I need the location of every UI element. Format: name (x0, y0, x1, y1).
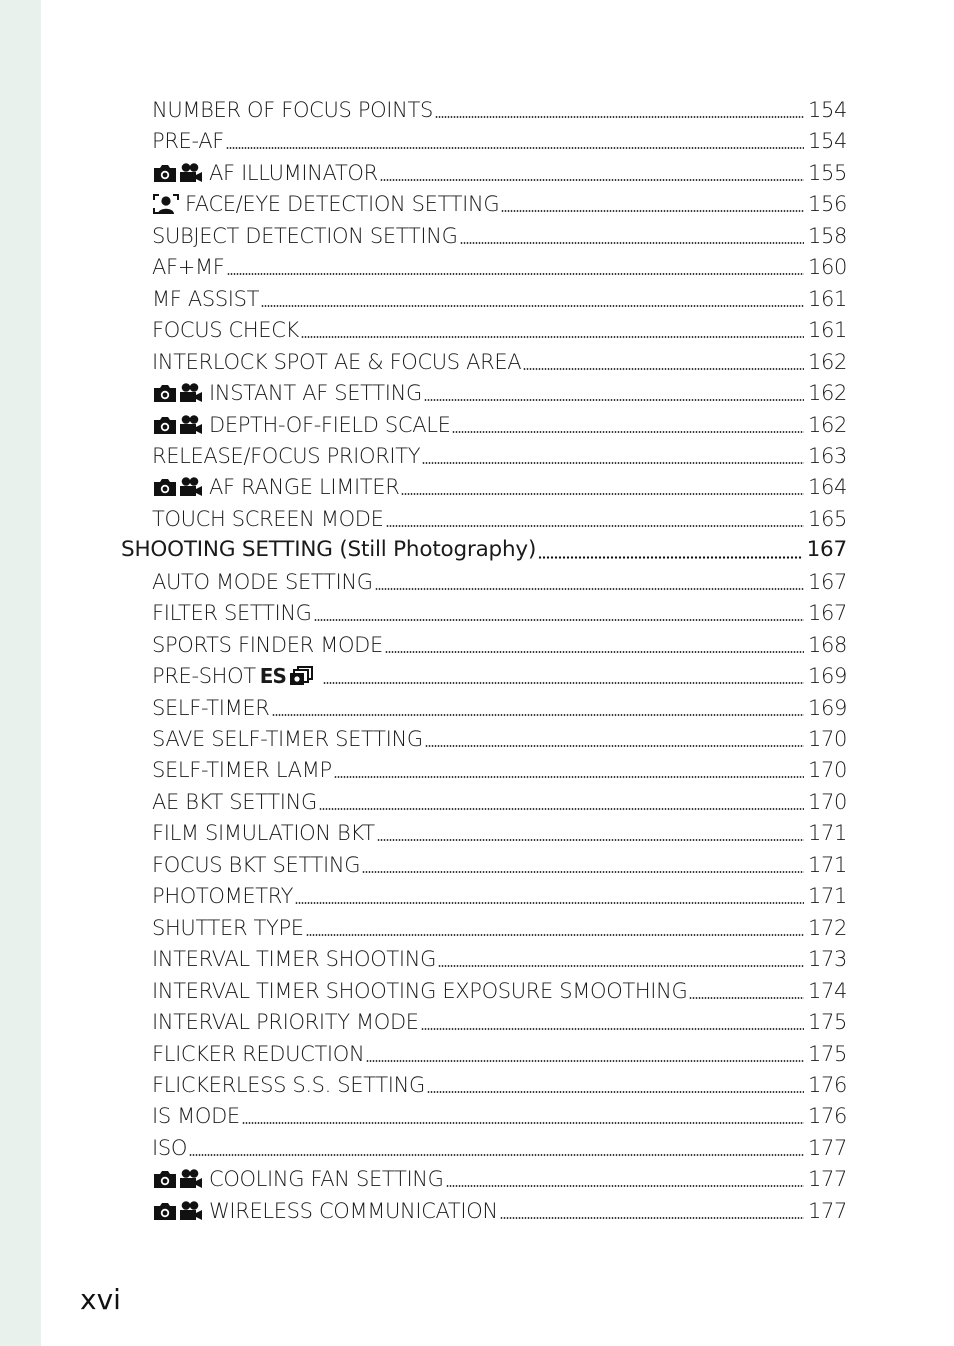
dot-leader (362, 871, 804, 873)
dot-leader (460, 242, 804, 244)
dot-leader (242, 1122, 804, 1124)
toc-page-number: 163 (807, 443, 847, 468)
toc-page-number: 174 (807, 978, 847, 1003)
toc-entry-label: FLICKER REDUCTION (152, 1041, 365, 1066)
toc-entry-label: SHUTTER TYPE (152, 915, 304, 940)
entry-icons (152, 476, 204, 498)
movie-camera-icon (178, 382, 204, 404)
toc-entry[interactable] (152, 1164, 847, 1194)
toc-entry[interactable] (152, 315, 847, 345)
still-camera-icon (152, 382, 178, 404)
toc-entry[interactable] (152, 630, 847, 660)
toc-page-number: 155 (807, 160, 847, 185)
toc-entry[interactable] (152, 755, 847, 785)
toc-page-number: 167 (806, 537, 847, 563)
entry-icons (152, 1168, 204, 1190)
toc-entry[interactable] (152, 693, 847, 723)
toc-page-number: 176 (807, 1104, 847, 1129)
dot-leader (377, 839, 804, 841)
es-shutter-icon: ES (259, 664, 286, 689)
entry-icons (152, 382, 204, 404)
toc-page-number: 168 (807, 632, 847, 657)
toc-entry-label: PRE-AF (152, 129, 224, 154)
toc-page-number: 169 (807, 664, 847, 689)
face-detection-icon (152, 193, 180, 215)
toc-page-number: 164 (807, 475, 847, 500)
toc-page-number: 170 (807, 789, 847, 814)
dot-leader (421, 1028, 804, 1030)
dot-leader (500, 1217, 804, 1219)
dot-leader (375, 588, 804, 590)
toc-page-number: 175 (807, 1041, 847, 1066)
still-camera-icon (152, 1168, 178, 1190)
toc-page-number: 171 (807, 884, 847, 909)
toc-page-number: 172 (807, 915, 847, 940)
toc-entry-label: FACE/EYE DETECTION SETTING (185, 192, 500, 217)
dot-leader (227, 273, 804, 275)
toc-entry[interactable] (152, 661, 847, 691)
toc-entry[interactable] (152, 1133, 847, 1163)
dot-leader (435, 116, 804, 118)
dot-leader (446, 1185, 804, 1187)
toc-page-number: 169 (807, 695, 847, 720)
toc-entry[interactable] (152, 472, 847, 502)
toc-entry-label: AF+MF (152, 255, 225, 280)
toc-entry-label: SAVE SELF-TIMER SETTING (152, 727, 423, 751)
toc-page-number: 170 (807, 727, 847, 751)
toc-entry-label: MF ASSIST (152, 286, 260, 311)
toc-entry[interactable] (152, 378, 847, 408)
toc-entry[interactable] (152, 1007, 847, 1037)
entry-icons (152, 414, 204, 436)
dot-leader (380, 179, 804, 181)
movie-camera-icon (178, 162, 204, 184)
toc-entry-label: ISO (152, 1135, 188, 1160)
movie-camera-icon (178, 414, 204, 436)
still-camera-icon (152, 1200, 178, 1222)
dot-leader (319, 808, 804, 810)
dot-leader (422, 462, 804, 464)
toc-entry-label: FOCUS CHECK (152, 318, 299, 343)
toc-heading[interactable] (121, 535, 847, 565)
toc-entry-label: SUBJECT DETECTION SETTING (152, 223, 458, 248)
toc-entry-label: IS MODE (152, 1104, 240, 1129)
dot-leader (314, 619, 804, 621)
toc-entry-label: COOLING FAN SETTING (209, 1167, 444, 1192)
toc-entry-label: AF ILLUMINATOR (209, 160, 378, 185)
toc-entry-label: INSTANT AF SETTING (209, 381, 422, 406)
toc-page-number: 162 (807, 412, 847, 437)
toc-entry[interactable] (152, 284, 847, 314)
toc-entry[interactable] (152, 598, 847, 628)
burst-mode-icon (288, 665, 316, 687)
toc-entry-label: AE BKT SETTING (152, 789, 317, 814)
still-camera-icon (152, 414, 178, 436)
toc-page-number: 167 (807, 601, 847, 626)
toc-page-number: 162 (807, 381, 847, 406)
dot-leader (386, 525, 804, 527)
toc-entry[interactable] (152, 1196, 847, 1226)
dot-leader (401, 493, 804, 495)
dot-leader (261, 305, 804, 307)
toc-entry[interactable] (152, 881, 847, 911)
toc-entry[interactable] (152, 913, 847, 943)
toc-entry[interactable] (152, 441, 847, 471)
toc-entry[interactable] (152, 410, 847, 440)
toc-entry[interactable] (152, 126, 847, 156)
toc-page-number: 161 (807, 318, 847, 343)
toc-entry[interactable] (152, 850, 847, 880)
dot-leader (452, 431, 803, 433)
movie-camera-icon (178, 1168, 204, 1190)
page-folio: xvi (80, 1283, 121, 1316)
toc-entry[interactable] (152, 1070, 847, 1100)
toc-page-number: 175 (807, 1010, 847, 1035)
dot-leader (501, 210, 804, 212)
dot-leader (366, 1060, 804, 1062)
toc-page-number: 158 (807, 223, 847, 248)
dot-leader (424, 399, 804, 401)
toc-entry-label: FOCUS BKT SETTING (152, 852, 361, 877)
dot-leader (538, 556, 802, 559)
dot-leader (523, 368, 804, 370)
toc-entry-label: RELEASE/FOCUS PRIORITY (152, 443, 421, 468)
toc-entry-label: SHOOTING SETTING (Still Photography) (121, 537, 537, 563)
toc-entry-label: INTERVAL TIMER SHOOTING (152, 947, 437, 972)
toc-entry[interactable] (152, 504, 847, 534)
dot-leader (306, 934, 804, 936)
movie-camera-icon (178, 1200, 204, 1222)
dot-leader (295, 902, 804, 904)
entry-icons (152, 162, 204, 184)
still-camera-icon (152, 162, 178, 184)
toc-entry-label: FLICKERLESS S.S. SETTING (152, 1072, 425, 1097)
dot-leader (323, 682, 804, 684)
toc-page-number: 177 (807, 1198, 847, 1223)
toc-page-number: 156 (807, 192, 847, 217)
toc-entry-label: FILM SIMULATION BKT (152, 821, 375, 846)
toc-entry-label: NUMBER OF FOCUS POINTS (152, 98, 433, 122)
still-camera-icon (152, 476, 178, 498)
toc-entry[interactable] (152, 221, 847, 251)
toc-entry-label: AF RANGE LIMITER (209, 475, 400, 500)
toc-page-number: 173 (807, 947, 847, 972)
toc-entry-label: INTERVAL PRIORITY MODE (152, 1010, 419, 1035)
toc-page-number: 171 (807, 852, 847, 877)
side-band (0, 0, 41, 1346)
toc-entry[interactable] (152, 1101, 847, 1131)
toc-page-number: 161 (807, 286, 847, 311)
toc-entry[interactable] (152, 189, 847, 219)
toc-page-number: 170 (807, 758, 847, 783)
dot-leader (189, 1154, 804, 1156)
toc-page-number: 154 (807, 129, 847, 154)
toc-page-number: 171 (807, 821, 847, 846)
toc-entry[interactable] (152, 347, 847, 377)
toc-page-number: 154 (807, 98, 847, 122)
dot-leader (301, 336, 804, 338)
toc-entry[interactable] (152, 158, 847, 188)
toc-entry-label: PRE-SHOT (152, 664, 256, 689)
toc-page-number: 162 (807, 349, 847, 374)
dot-leader (385, 651, 804, 653)
toc-entry-label: TOUCH SCREEN MODE (152, 506, 384, 531)
toc-entry-label: WIRELESS COMMUNICATION (209, 1198, 498, 1223)
toc-entry[interactable] (152, 95, 847, 125)
toc-entry[interactable] (152, 976, 847, 1006)
toc-entry-label: FILTER SETTING (152, 601, 312, 626)
toc-entry[interactable] (152, 1039, 847, 1069)
toc-page-number: 165 (807, 506, 847, 531)
toc-page-number: 176 (807, 1072, 847, 1097)
dot-leader (334, 776, 804, 778)
entry-icons (152, 193, 180, 215)
dot-leader (272, 714, 804, 716)
dot-leader (425, 745, 804, 747)
dot-leader (438, 965, 804, 967)
toc-entry[interactable] (152, 787, 847, 817)
entry-icons (152, 1200, 204, 1222)
toc-page-number: 160 (807, 255, 847, 280)
toc-entry[interactable] (152, 567, 847, 597)
toc-entry[interactable] (152, 252, 847, 282)
movie-camera-icon (178, 476, 204, 498)
dot-leader (689, 997, 804, 999)
dot-leader (427, 1091, 804, 1093)
toc-page-number: 167 (807, 569, 847, 594)
toc-entry-label: AUTO MODE SETTING (152, 569, 373, 594)
toc-entry[interactable] (152, 818, 847, 848)
toc-page-number: 177 (807, 1135, 847, 1160)
toc-entry-label: SPORTS FINDER MODE (152, 632, 383, 657)
toc-entry-label: SELF-TIMER LAMP (152, 758, 332, 783)
toc-page-number: 177 (807, 1167, 847, 1192)
toc-entry-label: INTERLOCK SPOT AE & FOCUS AREA (152, 349, 522, 374)
dot-leader (226, 147, 804, 149)
toc-entry-label: INTERVAL TIMER SHOOTING EXPOSURE SMOOTHING (152, 978, 688, 1003)
toc-entry-label: PHOTOMETRY (152, 884, 294, 909)
toc-entry-label: SELF-TIMER (152, 695, 270, 720)
toc-entry[interactable] (152, 724, 847, 754)
toc-entry-label: DEPTH-OF-FIELD SCALE (209, 412, 451, 437)
toc-entry[interactable] (152, 944, 847, 974)
